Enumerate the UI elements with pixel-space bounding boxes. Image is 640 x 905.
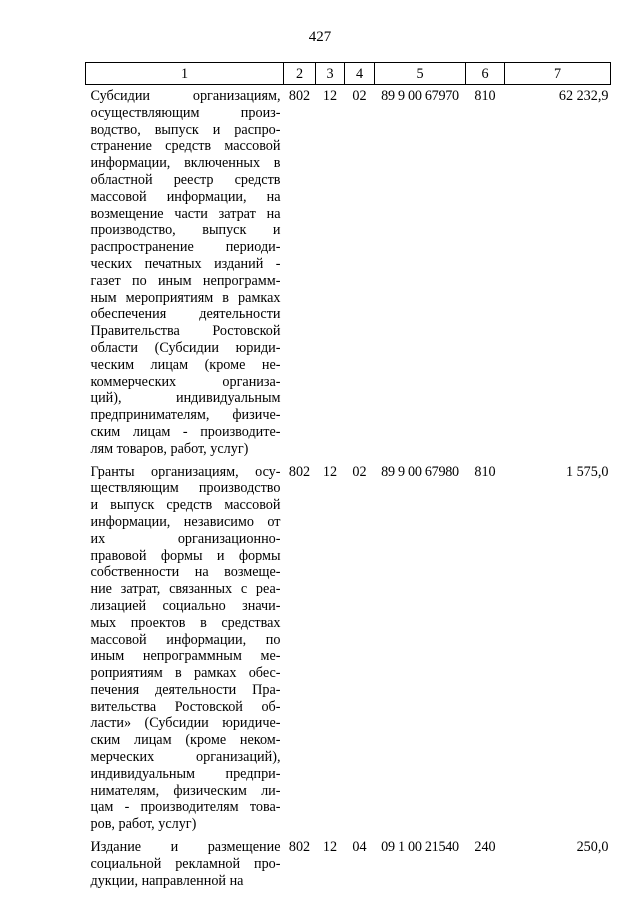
description-line: ческим лицам (кроме не- xyxy=(90,356,281,373)
description-line: ние затрат, связанных с реа- xyxy=(90,581,281,598)
description-line: осуществляющим произ- xyxy=(90,104,281,121)
description-line: газет по иным непрограмм- xyxy=(90,272,281,289)
row-subsection-code: 02 xyxy=(352,463,367,480)
description-line: цам - производителям това- xyxy=(90,799,281,816)
table-header-row xyxy=(86,63,611,85)
table-row xyxy=(86,85,611,461)
description-line: роприятиям в рамках обес- xyxy=(90,665,281,682)
description-line: лям товаров, работ, услуг) xyxy=(90,440,249,457)
row-expense-type: 240 xyxy=(474,839,496,856)
description-line: ласти» (Субсидии юридиче- xyxy=(90,715,281,732)
description-line: областной реестр средств xyxy=(90,171,281,188)
description-line: Гранты организациям, осу- xyxy=(90,463,281,480)
description-line: Издание и размещение xyxy=(90,839,281,856)
row-ministry-code: 802 xyxy=(288,463,311,480)
description-line: ров, работ, услуг) xyxy=(90,816,197,833)
header-col-3: 3 xyxy=(316,63,345,85)
description-line: собственности на возмеще- xyxy=(90,564,281,581)
description-line: ций), индивидуальным xyxy=(90,390,281,407)
description-line: ским лицам (кроме неком- xyxy=(90,732,281,749)
row-description xyxy=(86,836,284,892)
description-line: их организационно- xyxy=(90,530,281,547)
description-line: иным непрограммным ме- xyxy=(90,648,281,665)
description-line: ществляющим производство xyxy=(90,480,281,497)
row-amount: 250,0 xyxy=(576,839,609,856)
description-line: печения деятельности Пра- xyxy=(90,681,281,698)
budget-table xyxy=(85,62,611,892)
table-row xyxy=(86,836,611,892)
header-col-1: 1 xyxy=(86,63,284,85)
row-section-code: 12 xyxy=(322,463,338,480)
row-ministry-code: 802 xyxy=(288,88,311,104)
row-amount: 62 232,9 xyxy=(558,88,609,104)
description-line: массовой информации, по xyxy=(90,631,281,648)
description-line: распространение периоди- xyxy=(90,239,281,256)
page-number: 427 xyxy=(308,29,332,45)
description-line: предпринимателям, физиче- xyxy=(90,407,281,424)
row-expense-type: 810 xyxy=(474,88,496,104)
description-line: нимателям, физическим ли- xyxy=(90,782,281,799)
header-col-5: 5 xyxy=(375,63,466,85)
row-section-code: 12 xyxy=(322,839,338,856)
row-target-article: 89 9 00 67970 xyxy=(381,88,459,104)
description-line: ским лицам - производите- xyxy=(90,423,281,440)
row-ministry-code: 802 xyxy=(288,839,311,856)
header-col-4: 4 xyxy=(345,63,375,85)
description-line: обеспечения деятельности xyxy=(90,306,281,323)
description-line: Субсидии организациям, xyxy=(90,88,281,104)
description-line: массовой информации, на xyxy=(90,188,281,205)
description-line: ным мероприятиям в рамках xyxy=(90,289,281,306)
row-description xyxy=(86,461,284,837)
row-target-article: 89 9 00 67980 xyxy=(381,463,459,480)
header-col-6: 6 xyxy=(466,63,505,85)
description-line: странение средств массовой xyxy=(90,138,281,155)
description-line: области (Субсидии юриди- xyxy=(90,339,281,356)
row-description xyxy=(86,85,284,461)
row-section-code: 12 xyxy=(322,88,338,104)
row-target-article: 09 1 00 21540 xyxy=(381,839,459,856)
row-subsection-code: 04 xyxy=(352,839,367,856)
description-line: информации, независимо от xyxy=(90,513,281,530)
row-expense-type: 810 xyxy=(474,463,496,480)
row-subsection-code: 02 xyxy=(352,88,367,104)
description-line: производство, выпуск и xyxy=(90,222,281,239)
description-line: ческих печатных изданий - xyxy=(90,255,281,272)
description-line: лизацией социально значи- xyxy=(90,597,281,614)
header-col-2: 2 xyxy=(284,63,316,85)
row-amount: 1 575,0 xyxy=(565,463,609,480)
description-line: индивидуальным предпри- xyxy=(90,765,281,782)
description-line: информации, включенных в xyxy=(90,155,281,172)
description-line: коммерческих организа- xyxy=(90,373,281,390)
description-line: и выпуск средств массовой xyxy=(90,497,281,514)
description-line: мерческих организаций), xyxy=(90,749,281,766)
description-line: водство, выпуск и распро- xyxy=(90,121,281,138)
description-line: мых проектов в средствах xyxy=(90,614,281,631)
description-line: Правительства Ростовской xyxy=(90,323,281,340)
description-line: правовой формы и формы xyxy=(90,547,281,564)
description-line: дукции, направленной на xyxy=(90,872,244,889)
description-line: социальной рекламной про- xyxy=(90,855,281,872)
header-col-7: 7 xyxy=(505,63,611,85)
table-row xyxy=(86,461,611,837)
description-line: возмещение части затрат на xyxy=(90,205,281,222)
description-line: вительства Ростовской об- xyxy=(90,698,281,715)
